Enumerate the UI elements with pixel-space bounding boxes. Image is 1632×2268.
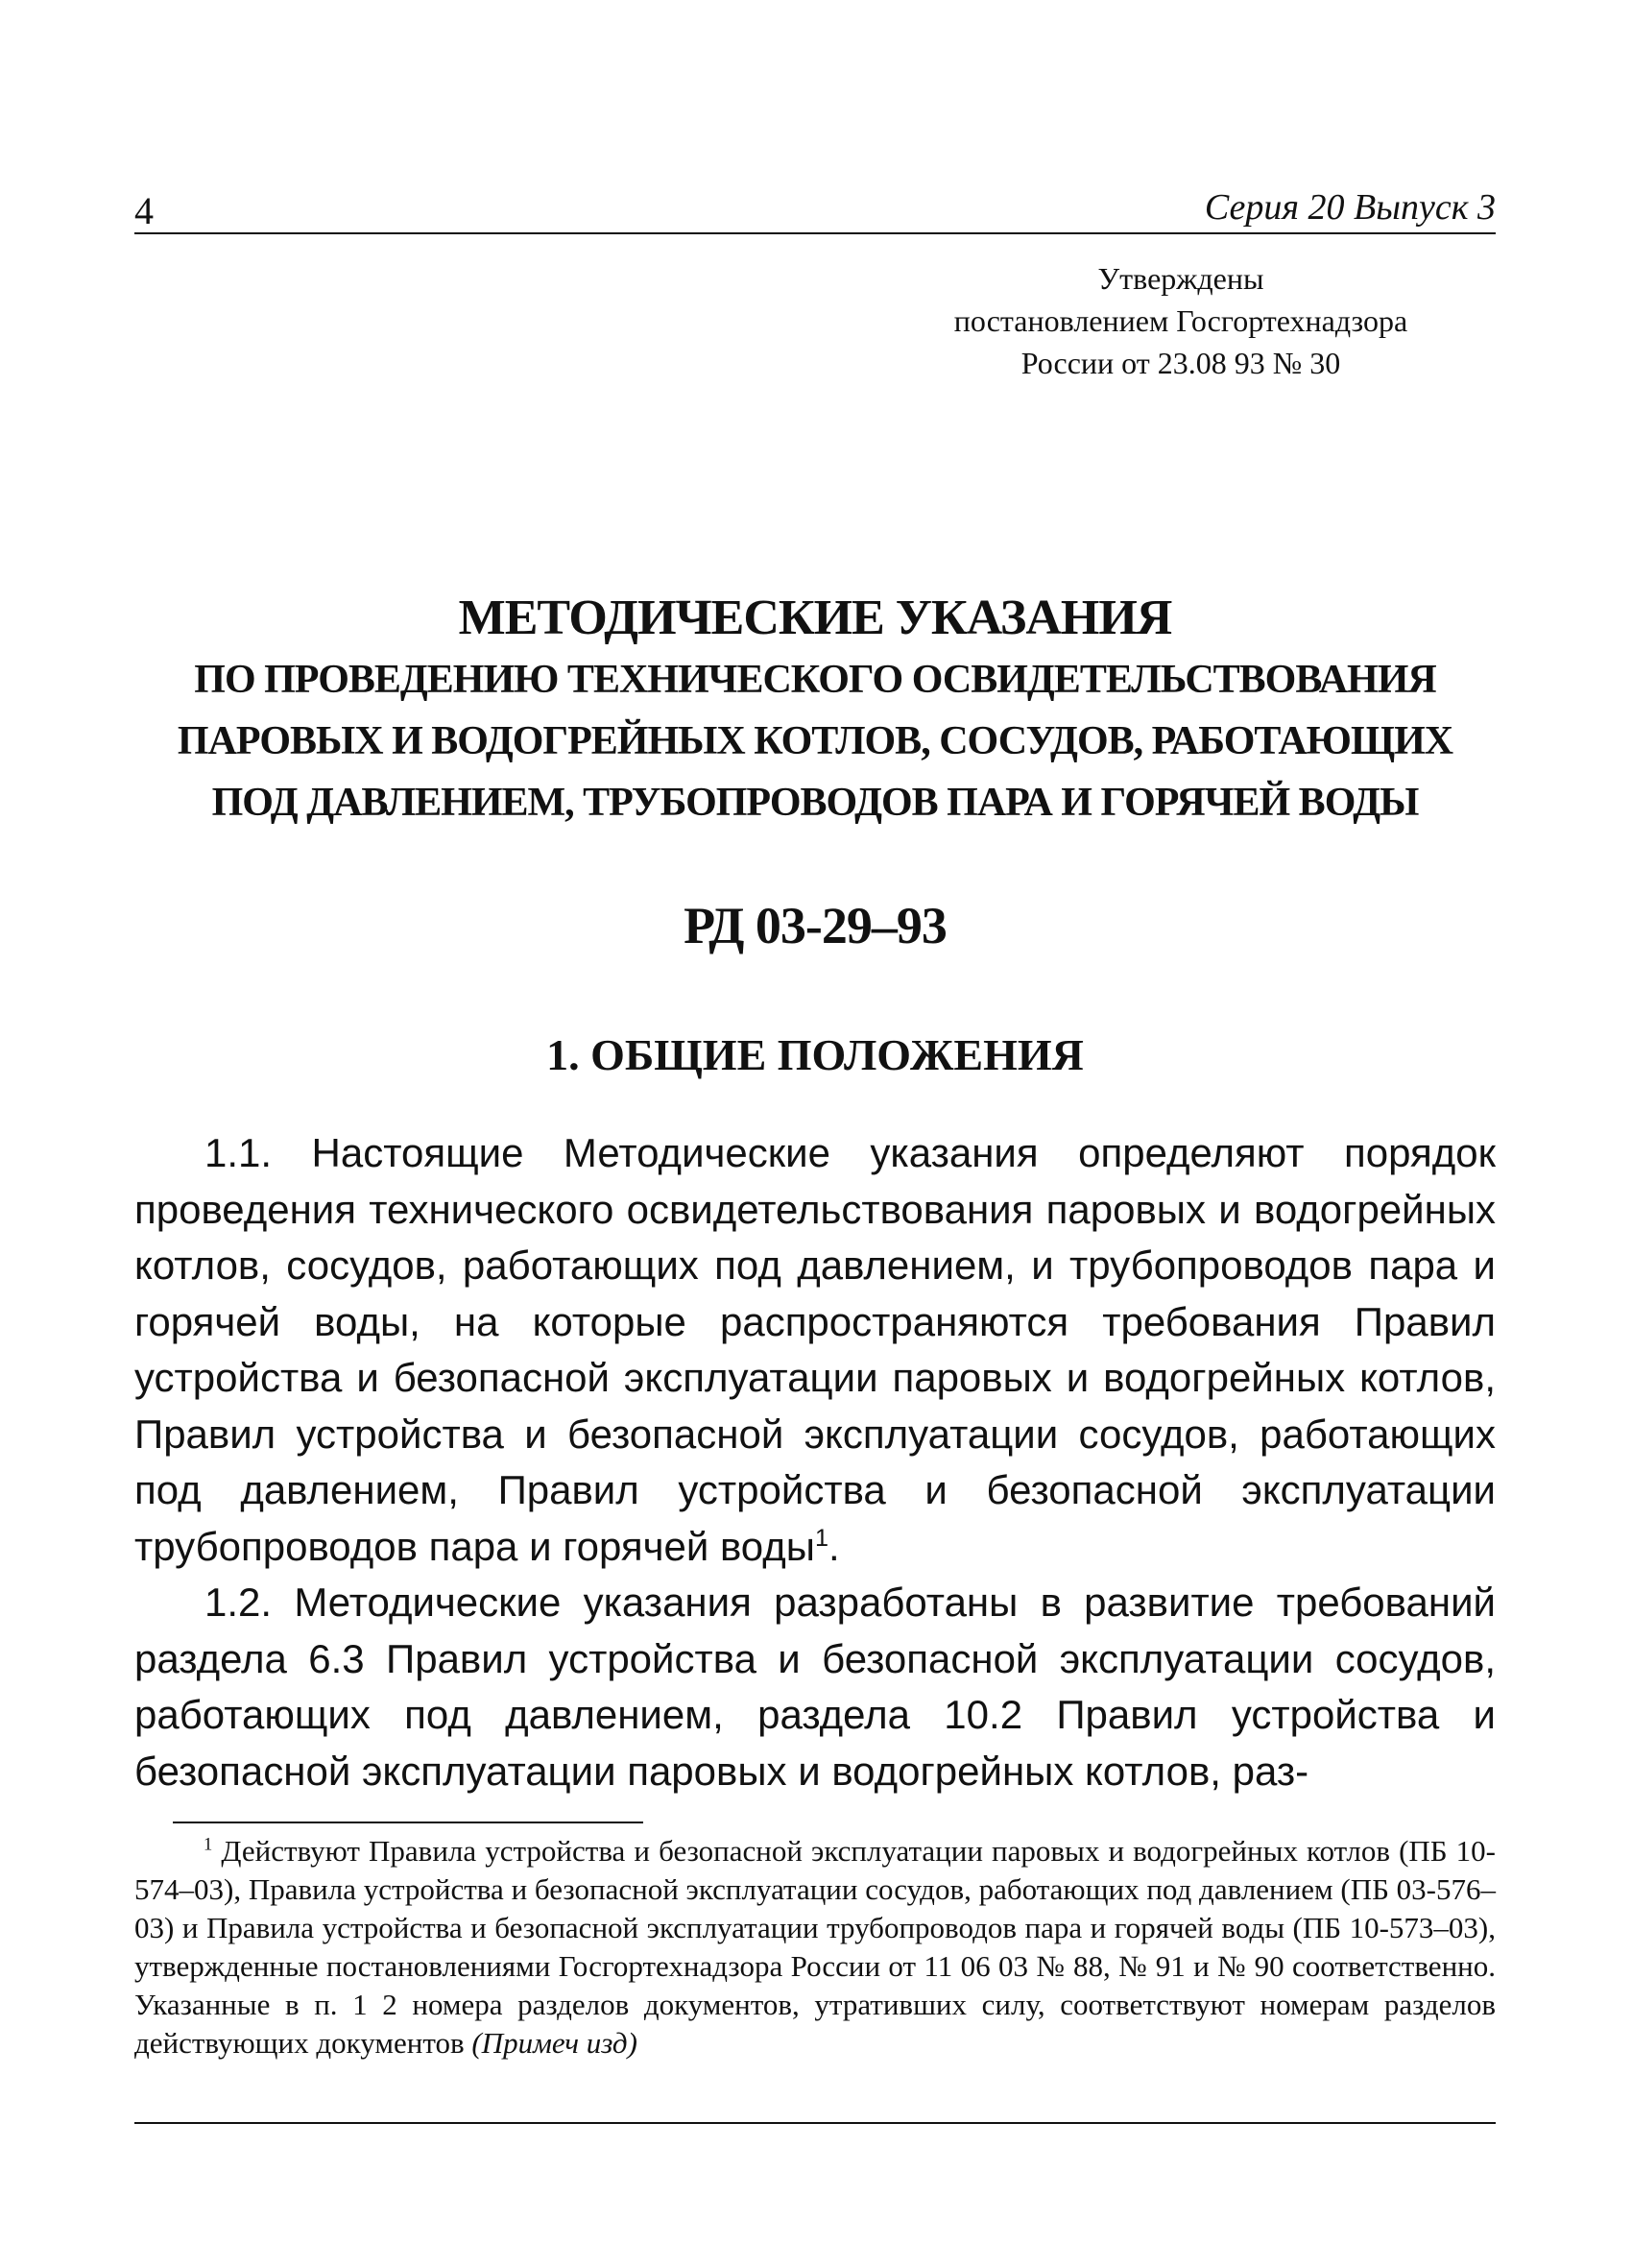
paragraph-text: 1.1. Настоящие Методические указания определяют порядок проведения технического освидетельствования паровых и водогрейных котлов, сосудов, работающих под давлением, и трубопроводов пара и горячей воды, на которые распространяются требования Правил устройства и безопасной эксплуатации паровых и водогрейных котлов, Правил устройства и безопасной эксплуатации сосудов, работающих под давлением, Правил устройства и безопасной эксплуатации трубопроводов пара и горячей воды: [134, 1130, 1496, 1569]
footnote-text: Действуют Правила устройства и безопасной эксплуатации паровых и водогрейных котлов (ПБ 10-574–03), Правила устройства и безопасной эксплуатации сосудов, работающих под давлением (ПБ 03-576–03) и Правила устройства и безопасной эксплуатации трубопроводов пара и горячей воды (ПБ 10-573–03), утвержденные постановлениями Госгортехнадзора России от 11 06 03 № 88, № 91 и № 90 соответственно. Указанные в п. 1 2 номера разделов документов, утративших силу, соответствуют номерам разделов действующих документов: [134, 1834, 1496, 2060]
approval-line: России от 23.08 93 № 30: [1020, 346, 1341, 380]
footnote-rule: [173, 1822, 643, 1823]
title-line: ПОД ДАВЛЕНИЕМ, ТРУБОПРОВОДОВ ПАРА И ГОРЯЧЕЙ ВОДЫ: [211, 781, 1419, 825]
approval-block: [864, 257, 1498, 384]
page-number: 4: [134, 189, 154, 232]
header-rule: [134, 232, 1496, 234]
title-line: ПО ПРОВЕДЕНИЮ ТЕХНИЧЕСКОГО ОСВИДЕТЕЛЬСТВОВАНИЯ: [194, 658, 1436, 702]
body-text: [134, 1125, 1496, 1799]
footnote: [134, 1832, 1496, 2063]
running-header: [134, 182, 1496, 236]
footnote-ref[interactable]: 1: [814, 1524, 828, 1552]
paragraph: [134, 1125, 1496, 1575]
approval-line: Утверждены: [1097, 261, 1264, 296]
paragraph-end: .: [828, 1523, 840, 1569]
title-line: МЕТОДИЧЕСКИЕ УКАЗАНИЯ: [458, 591, 1172, 645]
paragraph: 1.2. Методические указания разработаны в развитие требований раздела 6.3 Правил устройства и безопасной эксплуатации сосудов, работающих под давлением, раздела 10.2 Правил устройства и безопасной эксплуатации паровых и водогрейных котлов, раз-: [134, 1580, 1496, 1794]
bottom-rule: [134, 2122, 1496, 2124]
title-line: ПАРОВЫХ И ВОДОГРЕЙНЫХ КОТЛОВ, СОСУДОВ, РАБОТАЮЩИХ: [177, 719, 1453, 763]
section-heading: 1. ОБЩИЕ ПОЛОЖЕНИЯ: [546, 1030, 1084, 1079]
approval-line: постановлением Госгортехнадзора: [953, 303, 1408, 338]
series-label: Серия 20 Выпуск 3: [1204, 187, 1496, 228]
document-code: РД 03-29–93: [684, 897, 947, 954]
editor-note: (Примеч изд): [471, 2026, 637, 2060]
footnote-marker: 1: [204, 1834, 213, 1855]
document-title: [134, 588, 1496, 833]
